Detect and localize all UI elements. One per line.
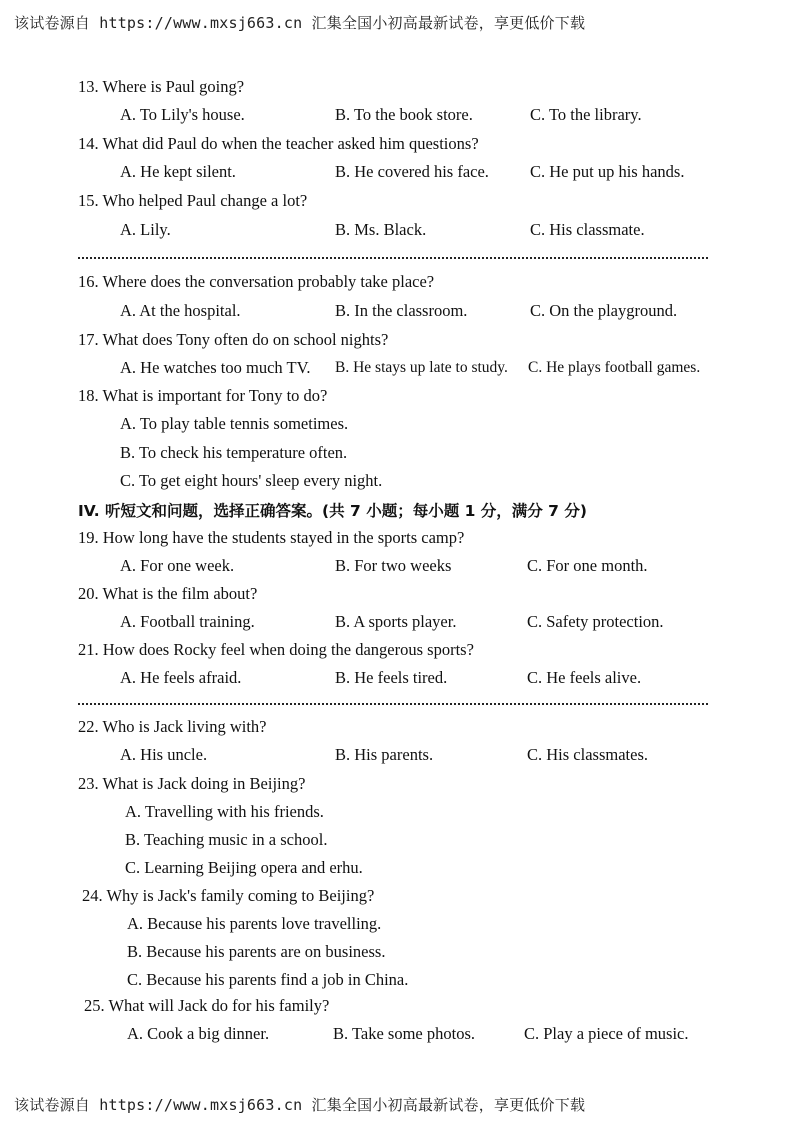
question-16: 16. Where does the conversation probably take place? [78,272,435,291]
q22-option-b: B. His parents. [335,745,434,764]
q17-option-b: B. He stays up late to study. [335,359,508,376]
q16-option-a: A. At the hospital. [120,301,241,320]
q25-option-b: B. Take some photos. [333,1024,475,1043]
question-17: 17. What does Tony often do on school nights? [78,330,389,349]
question-21: 21. How does Rocky feel when doing the dangerous sports? [78,640,474,659]
q20-option-a: A. Football training. [120,612,255,631]
q19-option-c: C. For one month. [527,556,648,575]
q23-option-a: A. Travelling with his friends. [125,802,324,821]
q20-option-c: C. Safety protection. [527,612,664,631]
q22-option-a: A. His uncle. [120,745,208,764]
q13-option-a: A. To Lily's house. [120,105,245,124]
q19-option-a: A. For one week. [120,556,235,575]
question-25: 25. What will Jack do for his family? [84,996,330,1015]
q21-option-a: A. He feels afraid. [120,668,242,687]
q19-option-b: B. For two weeks [335,556,452,575]
q17-option-a: A. He watches too much TV. [120,358,311,377]
question-15: 15. Who helped Paul change a lot? [78,191,308,210]
question-20: 20. What is the film about? [78,584,258,603]
q14-option-a: A. He kept silent. [120,162,236,181]
section-iv-heading: IV. 听短文和问题，选择正确答案。(共 7 小题；每小题 1 分，满分 7 分) [78,502,587,520]
q18-option-b: B. To check his temperature often. [120,443,348,462]
q14-option-c: C. He put up his hands. [530,162,685,181]
q15-option-c: C. His classmate. [530,220,645,239]
q25-option-a: A. Cook a big dinner. [127,1024,270,1043]
question-14: 14. What did Paul do when the teacher asked him questions? [78,134,479,153]
q15-option-a: A. Lily. [120,220,171,239]
footer-banner: 该试卷源自 https://www.mxsj663.cn 汇集全国小初高最新试卷，享更低价下载 [14,1096,586,1114]
q25-option-c: C. Play a piece of music. [524,1024,689,1043]
question-18: 18. What is important for Tony to do? [78,386,328,405]
question-23: 23. What is Jack doing in Beijing? [78,774,306,793]
question-19: 19. How long have the students stayed in the sports camp? [78,528,465,547]
q13-option-c: C. To the library. [530,105,642,124]
q24-option-a: A. Because his parents love travelling. [127,914,382,933]
q23-option-b: B. Teaching music in a school. [125,830,328,849]
q23-option-c: C. Learning Beijing opera and erhu. [125,858,363,877]
q17-option-c: C. He plays football games. [528,359,701,376]
question-22: 22. Who is Jack living with? [78,717,267,736]
q18-option-c: C. To get eight hours' sleep every night. [120,471,383,490]
q16-option-c: C. On the playground. [530,301,678,320]
q13-option-b: B. To the book store. [335,105,473,124]
q15-option-b: B. Ms. Black. [335,220,427,239]
q24-option-c: C. Because his parents find a job in China. [127,970,409,989]
header-banner: 该试卷源自 https://www.mxsj663.cn 汇集全国小初高最新试卷，享更低价下载 [14,14,586,32]
q18-option-a: A. To play table tennis sometimes. [120,414,349,433]
q21-option-c: C. He feels alive. [527,668,642,687]
q22-option-c: C. His classmates. [527,745,648,764]
q24-option-b: B. Because his parents are on business. [127,942,386,961]
dotted-separator [78,257,708,259]
question-24: 24. Why is Jack's family coming to Beijing? [82,886,375,905]
question-13: 13. Where is Paul going? [78,77,245,96]
q14-option-b: B. He covered his face. [335,162,489,181]
dotted-separator [78,703,708,705]
q21-option-b: B. He feels tired. [335,668,448,687]
q16-option-b: B. In the classroom. [335,301,468,320]
q20-option-b: B. A sports player. [335,612,457,631]
